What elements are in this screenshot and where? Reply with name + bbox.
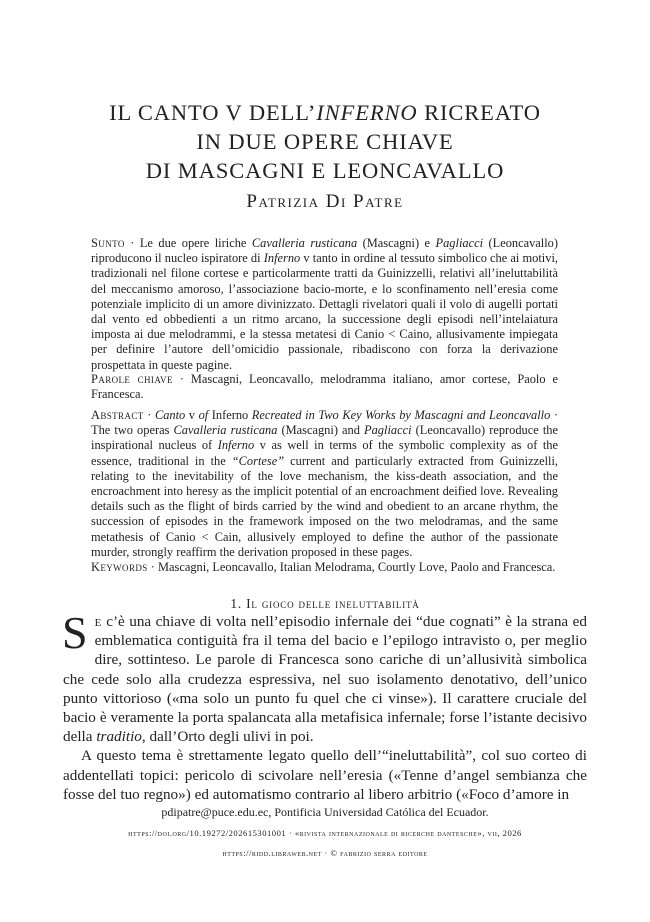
italic: Inferno — [217, 438, 255, 453]
text: c’è una chiave di volta nell’episodio infernale dei “due cognati” è la strana ed emblematica contiguità fra il tema del bacio e l’epilogo intravisto o, per meglio dire, sottinteso. Le parole di Francesca sono cariche di un’allusività simbolica che cede solo alla crudezza espressiva, nel suo isolamento denotativo, dell’unico punto vittorioso («ma solo un punto fu quel che ci vinse»). Il carattere cruciale del bacio è veramente la porta spalancata alla metafisica infernale; forse l’istante decisivo della — [63, 613, 587, 746]
parole-chiave-paragraph — [91, 372, 558, 402]
italic: Canto — [154, 408, 186, 422]
parole-chiave-label: Parole chiave — [91, 372, 173, 386]
title-line-1 — [0, 98, 650, 127]
small-caps-text: e — [94, 613, 102, 630]
body-text — [62, 607, 587, 804]
italic: Pagliacci — [364, 423, 412, 438]
text: · The two operas — [91, 408, 559, 438]
section-heading: 1. Il gioco delle ineluttabilità — [230, 596, 420, 611]
footnote: pdipatre@puce.edu.ec, Pontificia Universidad Católica del Ecuador. — [161, 805, 489, 819]
text: , dall’Orto degli ulivi in poi. — [141, 728, 314, 746]
sunto-paragraph — [91, 236, 558, 373]
author-name: Patrizia Di Patre — [246, 191, 404, 212]
keywords-label: Keywords — [91, 560, 148, 574]
italic: Pagliacci — [435, 236, 484, 250]
text: Mascagni, Leoncavallo, Italian Melodrama, Courtly Love, Paolo and Francesca. — [157, 560, 556, 574]
body-paragraph-2: A questo tema è strettamente legato quello dell’“ineluttabilità”, col suo corteo di addentellati topici: pericolo di scivolare nell’eresia («Tenne d’angel sembianza che fosse del tuo regno») ed automatismo contrario al libero arbitrio («Foco d’amore in — [63, 747, 587, 803]
text: (Mascagni) e — [357, 236, 436, 250]
abstract-paragraph — [91, 408, 558, 560]
italic: Recreated in Two Key Works by Mascagni and Leoncavallo — [251, 408, 551, 422]
title-line-3: DI MASCAGNI E LEONCAVALLO — [145, 158, 505, 183]
drop-cap: S — [62, 607, 88, 658]
footer-publisher-line: https://ridd.libraweb.net · © fabrizio serra editore — [222, 848, 428, 858]
italic: “Cortese” — [231, 453, 285, 468]
italic: of — [198, 408, 209, 422]
text: (Mascagni) and — [277, 423, 365, 438]
italic: Cavalleria rusticana — [173, 423, 278, 438]
separator: · — [124, 236, 140, 250]
title-line-2: IN DUE OPERE CHIAVE — [196, 129, 454, 154]
text: (Leoncavallo) riproducono il nucleo ispiratore di — [91, 236, 558, 266]
text: current and particularly extracted from Guinizzelli, relating to the inevitability of the love mechanism, the kiss-death association, and the encroachment into heresy as the implicit potential of an encroachment deified love. Revealing details such as the flight of birds carried by the wind and obedient to an arcane rhythm, the succession of episodes in the framework imposed on the two melodramas, and the same metathesis of Canio < Cain, allusively employed to define the author of the passionate murder, strongly reaffirm the derivation proposed in these pages. — [91, 453, 558, 559]
text: v — [185, 408, 199, 422]
keywords-paragraph — [91, 560, 558, 575]
separator: · — [143, 408, 155, 422]
separator: · — [147, 560, 158, 574]
text: Le due opere liriche — [139, 236, 252, 250]
text: v tanto in ordine al tessuto simbolico che ai motivi, tradizionali nel filone cortese e particolarmente tratti da Guinizzelli, relativi all’ineluttabilità del meccanismo amoroso, l’associazione bacio-morte, e lo sconfinamento nell’eresia come potenziale implicito di un amore divinizzato. Dettagli rivelatori quali il volo di augelli portati dal vento ed obbedienti a un ritmo arcano, la successione degli episodi nell’intelaiatura imposta ai due melodrammi, e la stessa metatesi di Canio < Caino, allusivamente impiegata per definire l’autore dell’omicidio passionale, ribadiscono con forza la derivazione prospettata in queste pagine. — [91, 251, 558, 372]
text: v as well in terms of the symbolic complexity as of the essence, traditional in the — [91, 438, 559, 468]
italic: Inferno — [263, 251, 301, 266]
italic: Cavalleria rusticana — [251, 236, 358, 250]
abstract-label: Abstract — [91, 408, 144, 422]
body-paragraph-1 — [62, 607, 587, 746]
title-text: RICREATO — [417, 100, 541, 125]
text: Mascagni, Leoncavallo, melodramma italiano, amor cortese, Paolo e Francesca. — [91, 372, 558, 402]
sunto-label: Sunto — [91, 236, 125, 250]
footer-doi-line: https://doi.org/10.19272/202615301001 · «rivista internazionale di ricerche dantesche», vii, 2026 — [128, 828, 522, 838]
title-italic: INFERNO — [316, 100, 418, 125]
article-title — [0, 98, 650, 185]
title-text: IL CANTO V DELL’ — [109, 100, 317, 125]
separator: · — [172, 372, 191, 386]
italic: traditio — [96, 728, 142, 746]
text: (Leoncavallo) reproduce the inspirational nucleus of — [91, 423, 558, 453]
text: Inferno — [208, 408, 252, 422]
